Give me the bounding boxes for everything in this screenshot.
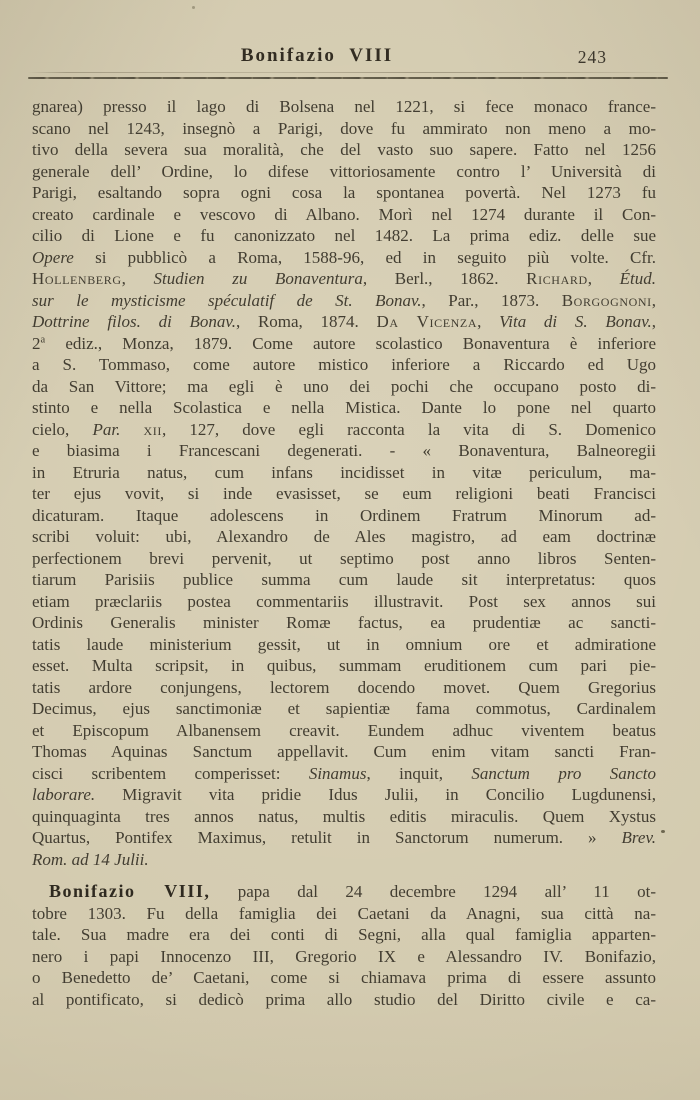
text-segment: perfectionem brevi pervenit, ut septimo post anno libros Senten- <box>32 548 656 568</box>
text-line <box>32 591 656 613</box>
text-segment: Da Vicenza <box>376 312 478 331</box>
text-line <box>32 139 656 161</box>
text-line <box>32 881 656 903</box>
text-segment: Rom. ad 14 Julii. <box>32 849 149 869</box>
text-segment: Sanctum pro Sancto <box>471 763 656 783</box>
text-line <box>32 924 656 946</box>
text-segment: tatis ardore conjungens, lectorem docendo movet. Quem Gregorius <box>32 677 656 697</box>
text-segment: tale. Sua madre era dei conti di Segni, alla qual famiglia apparten- <box>32 925 656 944</box>
text-segment: , 127, dove egli racconta la vita di S. Domenico <box>161 419 657 439</box>
header-rule <box>28 72 668 79</box>
text-line <box>32 354 656 376</box>
page-header-title: Bonifazio VIII <box>240 45 394 66</box>
scan-speck <box>661 830 665 833</box>
text-line <box>32 612 656 634</box>
text-line <box>32 655 656 677</box>
text-segment <box>120 420 143 439</box>
text-segment: , <box>587 269 620 288</box>
text-line <box>32 763 656 785</box>
text-segment: dicaturam. Itaque adolescens in Ordinem Fratrum Minorum ad- <box>32 505 656 525</box>
text-segment: Richard <box>526 269 588 288</box>
text-line <box>32 182 656 204</box>
text-segment: gnarea) presso il lago di Bolsena nel 1221, si fece monaco france- <box>32 97 656 116</box>
text-line <box>32 526 656 548</box>
text-line <box>32 634 656 656</box>
text-line <box>32 677 656 699</box>
text-line <box>32 505 656 527</box>
text-segment: Studien zu Bonaventura <box>153 269 363 288</box>
page-body-text <box>32 96 656 1010</box>
text-segment: in Etruria natus, cum infans incidisset in vitæ periculum, ma- <box>32 462 656 482</box>
scan-speck <box>192 6 195 9</box>
text-line <box>32 741 656 763</box>
text-segment: ter ejus vovit, si inde evasisset, se eum religioni beati Francisci <box>32 484 656 503</box>
text-segment: tatis laude ministerium gessit, ut in omnium ore et admiratione <box>32 634 656 654</box>
text-segment: , <box>477 312 500 331</box>
text-segment: Parigi, esaltando sopra ogni cosa la spontanea povertà. Nel 1273 fu <box>32 183 656 202</box>
text-segment: sur le mysticisme spéculatif de St. Bonav. <box>32 290 422 310</box>
text-segment: laborare. <box>32 785 96 804</box>
text-line <box>32 462 656 484</box>
text-segment: cilio di Lione e fu canonizzato nel 1482. La prima ediz. delle sue <box>32 226 656 245</box>
text-segment: etiam præclariis postea commentariis illustravit. Post sex annos sui <box>32 591 656 611</box>
text-line <box>32 397 656 419</box>
text-line <box>32 827 656 849</box>
text-segment: nero i papi Innocenzo III, Gregorio IX e Alessandro IV. Bonifazio, <box>32 946 656 966</box>
text-segment: tivo della severa sua moralità, che del vasto suo sapere. Fatto nel 1256 <box>32 140 656 159</box>
text-line <box>32 946 656 968</box>
text-segment: scribi voluit: ubi, Alexandro de Ales magistro, ad eam doctrinæ <box>32 527 656 546</box>
text-segment: da San Vittore; ma egli è uno dei pochi che occupano posto di- <box>32 376 656 396</box>
text-segment: , Par., 1873. <box>421 290 562 310</box>
text-segment: cisci scribentem comperisset: <box>32 763 309 783</box>
bonaventura-entry-continuation <box>32 96 656 870</box>
header-rule-bottom <box>28 77 668 79</box>
text-segment: ediz., Monza, 1879. Come autore scolastico Bonaventura è inferiore <box>45 333 656 353</box>
text-line <box>32 967 656 989</box>
text-segment: e biasima i Francescani degenerati. - « Bonaventura, Balneoregii <box>32 441 656 460</box>
text-line <box>32 225 656 247</box>
text-line <box>32 698 656 720</box>
header-rule-top <box>28 72 668 73</box>
text-line <box>32 333 656 355</box>
text-line <box>32 268 656 290</box>
text-segment: , <box>121 269 154 288</box>
text-segment: , inquit, <box>366 763 472 783</box>
text-line <box>32 483 656 505</box>
text-segment: Vita di S. Bonav. <box>499 312 652 331</box>
text-line <box>32 118 656 140</box>
text-segment: xii <box>143 419 162 439</box>
text-line <box>32 161 656 183</box>
text-segment: Sinamus <box>308 763 367 783</box>
text-line <box>32 849 656 871</box>
text-line <box>32 569 656 591</box>
text-line <box>32 247 656 269</box>
text-segment: papa dal 24 decembre 1294 all’ 11 ot- <box>210 882 656 901</box>
text-segment: si pubblicò a Roma, 1588-96, ed in seguito più volte. Cfr. <box>73 247 656 267</box>
text-segment: , <box>651 290 656 310</box>
text-line <box>32 204 656 226</box>
text-segment: Opere <box>32 247 74 267</box>
text-segment: Par. <box>92 419 121 439</box>
text-segment: creato cardinale e vescovo di Albano. Morì nel 1274 durante il Con- <box>32 204 656 224</box>
text-line <box>32 989 656 1011</box>
text-line <box>32 96 656 118</box>
text-segment: tiarum Parisiis publice summa cum laude sit interpretatus: quos <box>32 570 656 589</box>
text-segment: Quartus, Pontifex Maximus, retulit in Sanctorum numerum. » <box>32 828 622 847</box>
bonifazio-viii-entry <box>32 881 656 1010</box>
text-segment: a <box>40 333 46 345</box>
text-segment: Dottrine filos. di Bonav. <box>32 312 236 331</box>
text-segment: et Episcopum Albanensem creavit. Eundem adhuc viventem beatus <box>32 720 656 740</box>
text-line <box>32 548 656 570</box>
text-segment: Hollenberg <box>32 269 122 288</box>
text-line <box>32 311 656 333</box>
text-segment: quinquaginta tres annos natus, multis editis miraculis. Quem Xystus <box>32 806 656 826</box>
text-line <box>32 419 656 441</box>
text-segment: Brev. <box>621 828 656 847</box>
text-line <box>32 806 656 828</box>
text-segment: Borgognoni <box>561 290 652 310</box>
text-line <box>32 376 656 398</box>
text-line <box>32 720 656 742</box>
text-segment: stinto e nella Scolastica e nella Mistica. Dante lo pone nel quarto <box>32 398 656 417</box>
text-segment: 2 <box>32 333 41 353</box>
text-line <box>32 784 656 806</box>
text-segment: Decimus, ejus sanctimoniæ et sapientiæ fama commotus, Cardinalem <box>32 699 656 718</box>
text-segment: , <box>651 312 657 331</box>
text-line <box>32 903 656 925</box>
text-segment: cielo, <box>32 419 93 439</box>
text-segment: Étud. <box>619 269 657 288</box>
text-segment: a S. Tommaso, come autore mistico inferiore a Riccardo ed Ugo <box>32 355 656 374</box>
text-segment: Thomas Aquinas Sanctum appellavit. Cum enim vitam sancti Fran- <box>32 742 656 761</box>
text-segment: tobre 1303. Fu della famiglia dei Caetani da Anagni, sua città na- <box>32 903 656 923</box>
text-line <box>32 440 656 462</box>
text-segment: Ordinis Generalis minister Romæ factus, ea prudentiæ ac sancti- <box>32 613 656 632</box>
text-segment: al pontificato, si dedicò prima allo studio del Diritto civile e ca- <box>32 989 656 1009</box>
page-number: 243 <box>577 47 607 67</box>
text-segment: scano nel 1243, insegnò a Parigi, dove fu ammirato non meno a mo- <box>32 118 656 138</box>
text-line <box>32 290 656 312</box>
text-segment: Bonifazio VIII, <box>49 881 211 901</box>
text-segment: o Benedetto de’ Caetani, come si chiamava prima di essere assunto <box>32 968 656 987</box>
text-segment: esset. Multa scripsit, in quibus, summam eruditionem cum pari pie- <box>32 656 656 675</box>
text-segment: generale dell’ Ordine, lo difese vittoriosamente contro l’ Università di <box>32 161 656 181</box>
text-segment: , Roma, 1874. <box>235 312 377 331</box>
text-segment: Migravit vita pridie Idus Julii, in Concilio Lugdunensi, <box>95 785 656 804</box>
text-segment: , Berl., 1862. <box>362 269 527 288</box>
